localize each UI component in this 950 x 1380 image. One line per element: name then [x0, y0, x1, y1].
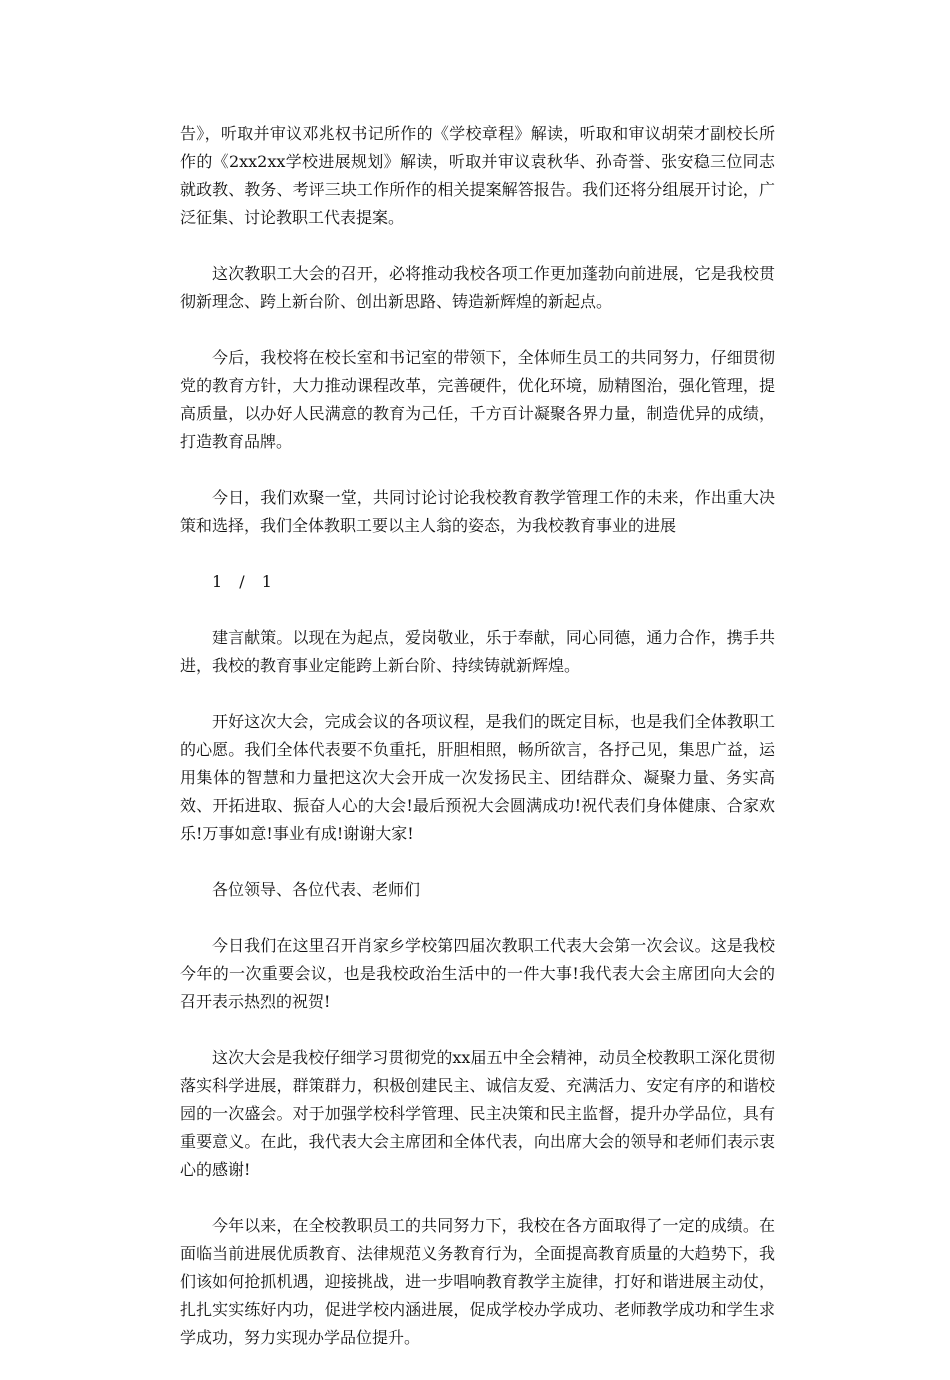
paragraph: 今年以来，在全校教职员工的共同努力下，我校在各方面取得了一定的成绩。在面临当前进展优质教育、法律规范义务教育行为，全面提高教育质量的大趋势下，我们该如何抢抓机遇，迎接挑战，进一步唱响教育教学主旋律，打好和谐进展主动仗，扎扎实实练好内功，促进学校内涵进展，促成学校办学成功、老师教学成功和学生求学成功，努力实现办学品位提升。 [180, 1216, 775, 1347]
paragraph: 开好这次大会，完成会议的各项议程，是我们的既定目标，也是我们全体教职工的心愿。我们全体代表要不负重托，肝胆相照，畅所欲言，各抒己见，集思广益，运用集体的智慧和力量把这次大会开成一次发扬民主、团结群众、凝聚力量、务实高效、开拓进取、振奋人心的大会!最后预祝大会圆满成功!祝代表们身体健康、合家欢乐!万事如意!事业有成!谢谢大家! [180, 712, 775, 843]
paragraph: 这次教职工大会的召开，必将推动我校各项工作更加蓬勃向前进展，它是我校贯彻新理念、跨上新台阶、创出新思路、铸造新辉煌的新起点。 [180, 264, 775, 311]
paragraph: 告》，听取并审议邓兆权书记所作的《学校章程》解读，听取和审议胡荣才副校长所作的《2xx2xx学校进展规划》解读，听取并审议袁秋华、孙奇誉、张安稳三位同志就政教、教务、考评三块工作所作的相关提案解答报告。我们还将分组展开讨论，广泛征集、讨论教职工代表提案。 [180, 124, 775, 227]
paragraph: 建言献策。以现在为起点，爱岗敬业，乐于奉献，同心同德，通力合作，携手共进，我校的教育事业定能跨上新台阶、持续铸就新辉煌。 [180, 628, 775, 675]
page-number: 1 / 1 [212, 572, 278, 591]
paragraph: 今日我们在这里召开肖家乡学校第四届次教职工代表大会第一次会议。这是我校今年的一次重要会议，也是我校政治生活中的一件大事!我代表大会主席团向大会的召开表示热烈的祝贺! [180, 936, 775, 1011]
paragraph: 今后，我校将在校长室和书记室的带领下，全体师生员工的共同努力，仔细贯彻党的教育方针，大力推动课程改革，完善硬件，优化环境，励精图治，强化管理，提高质量，以办好人民满意的教育为己任，千方百计凝聚各界力量，制造优异的成绩，打造教育品牌。 [180, 348, 775, 451]
document-body [180, 120, 775, 1380]
salutation: 各位领导、各位代表、老师们 [212, 880, 421, 899]
paragraph: 今日，我们欢聚一堂，共同讨论讨论我校教育教学管理工作的未来，作出重大决策和选择，我们全体教职工要以主人翁的姿态，为我校教育事业的进展 [180, 488, 775, 535]
paragraph: 这次大会是我校仔细学习贯彻党的xx届五中全会精神，动员全校教职工深化贯彻落实科学进展，群策群力，积极创建民主、诚信友爱、充满活力、安定有序的和谐校园的一次盛会。对于加强学校科学管理、民主决策和民主监督，提升办学品位，具有重要意义。在此，我代表大会主席团和全体代表，向出席大会的领导和老师们表示衷心的感谢! [180, 1048, 775, 1179]
